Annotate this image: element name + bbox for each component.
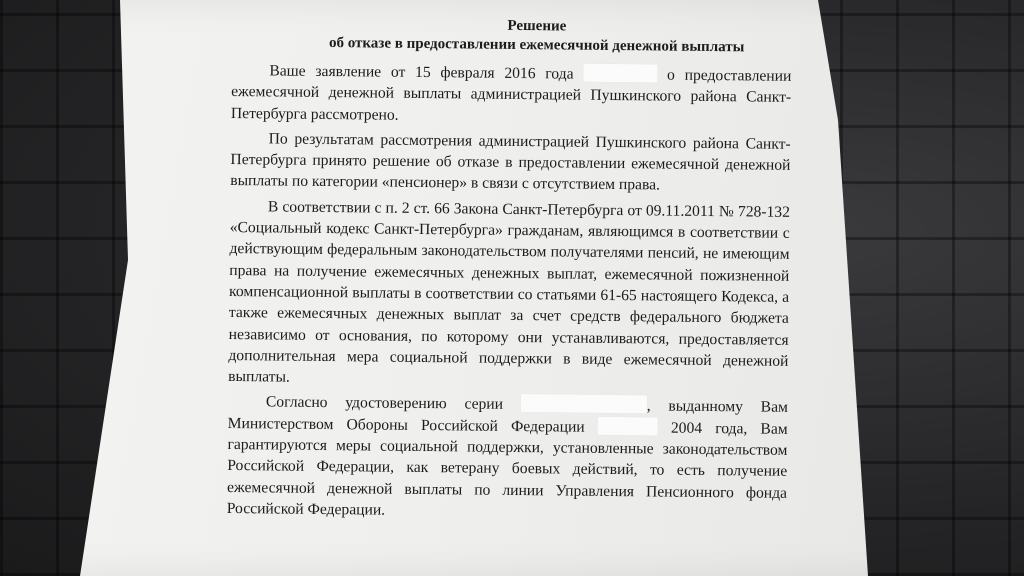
redacted-block	[598, 417, 658, 436]
title-line-2: об отказе в предоставлении ежемесячной денежной выплаты	[328, 35, 745, 56]
paragraph-certificate-end: 2004 года, Вам гарантируются меры социальной поддержки, установленные законодательством Российской Федерации, как ветерану боевых действий, то есть получение ежемесячной денежной выплаты по линии Управления Пенсионного фонда Российской Федерации.	[226, 419, 788, 519]
redacted-block	[521, 394, 647, 413]
paragraph-application	[231, 60, 792, 130]
paragraph-certificate-start: Согласно удостоверению серии	[265, 393, 504, 414]
paragraph-decision: По результатам рассмотрения администрацией Пушкинского района Санкт-Петербурга принято решение об отказе в предоставлении ежемесячной денежной выплаты по категории «пенсионер» в связи с отсутствием права.	[230, 130, 791, 194]
document-title	[232, 14, 792, 58]
paragraph-application-end: о предоставлении ежемесячной денежной выплаты администрацией Пушкинского района Санкт-Петербурга рассмотрено.	[230, 66, 792, 124]
decision-document	[227, 14, 792, 529]
paragraph-certificate-middle: , выданному Вам Министерством Обороны Российской Федерации	[227, 397, 788, 436]
paragraph-law-reference: В соответствии с п. 2 ст. 66 Закона Санкт-Петербурга от 09.11.2011 № 728-132 «Социальный кодекс Санкт-Петербурга» гражданам, являющимся в соответствии с действующим федеральным законодательством получателями пенсий, не имеющим права на получение ежемесячных денежных выплат, ежемесячной пожизненной компенсационной выплаты в соответствии со статьями 61-65 настоящего Кодекса, а также ежемесячных денежных выплат за счет средств федерального бюджета независимо от основания, по которому они устанавливаются, предоставляется дополнительная мера социальной поддержки в виде ежемесячной денежной выплаты.	[228, 198, 791, 386]
paragraph-certificate	[227, 391, 788, 525]
paragraph-application-start: Ваше заявление от 15 февраля 2016 года	[269, 62, 574, 83]
title-line-1: Решение	[507, 17, 567, 35]
redacted-block	[583, 64, 657, 83]
